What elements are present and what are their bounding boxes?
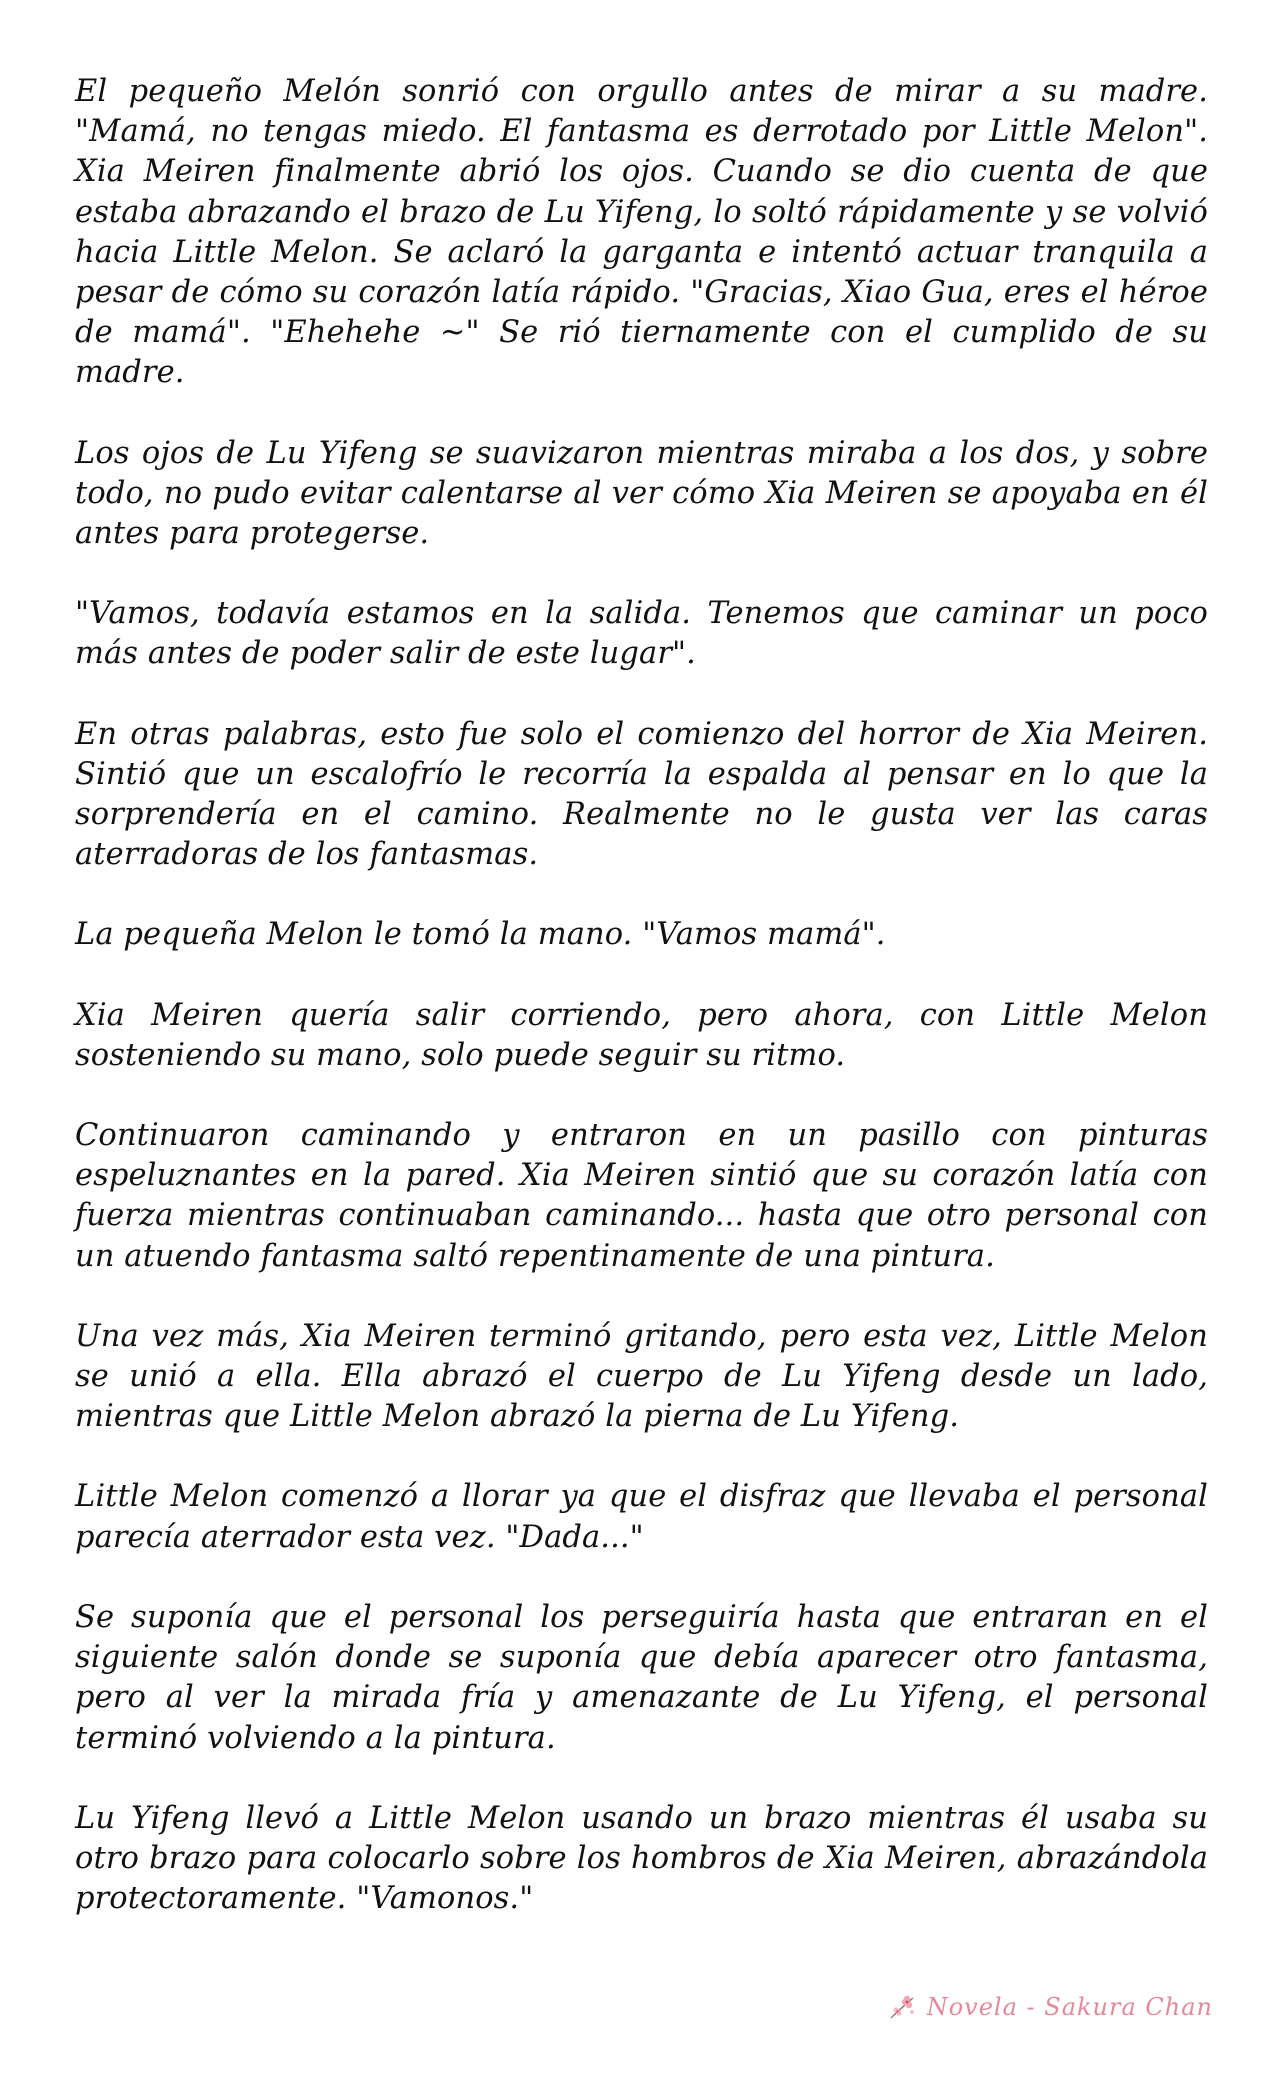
watermark-text: Novela - Sakura Chan (926, 1993, 1213, 2021)
paragraph-10: Se suponía que el personal los perseguiría hasta que entraran en el siguiente salón donde se suponía que debía aparecer otro fantasma, pero al ver la mirada fría y amenazante de Lu Yifeng, el personal terminó volviendo a la pintura. (75, 1599, 1208, 1756)
cherry-blossom-icon (887, 1992, 917, 2022)
document-body (75, 72, 1208, 1959)
paragraph-9: Little Melon comenzó a llorar ya que el disfraz que llevaba el personal parecía aterrador esta vez. "Dada..." (75, 1479, 1208, 1555)
paragraph-8: Una vez más, Xia Meiren terminó gritando, pero esta vez, Little Melon se unió a ella. Ella abrazó el cuerpo de Lu Yifeng desde un lado, mientras que Little Melon abrazó la pierna de Lu Yifeng. (75, 1318, 1208, 1435)
paragraph-2: Los ojos de Lu Yifeng se suavizaron mientras miraba a los dos, y sobre todo, no pudo evitar calentarse al ver cómo Xia Meiren se apoyaba en él antes para protegerse. (75, 435, 1208, 552)
paragraph-3: "Vamos, todavía estamos en la salida. Tenemos que caminar un poco más antes de poder salir de este lugar". (75, 596, 1208, 672)
paragraph-1: El pequeño Melón sonrió con orgullo antes de mirar a su madre. "Mamá, no tengas miedo. El fantasma es derrotado por Little Melon". Xia Meiren finalmente abrió los ojos. Cuando se dio cuenta de que estaba abrazando el brazo de Lu Yifeng, lo soltó rápidamente y se volvió hacia Little Melon. Se aclaró la garganta e intentó actuar tranquila a pesar de cómo su corazón latía rápido. "Gracias, Xiao Gua, eres el héroe de mamá". "Ehehehe ~" Se rió tiernamente con el cumplido de su madre. (75, 74, 1208, 391)
paragraph-5: La pequeña Melon le tomó la mano. "Vamos mamá". (75, 917, 886, 953)
paragraph-6: Xia Meiren quería salir corriendo, pero ahora, con Little Melon sosteniendo su mano, solo puede seguir su ritmo. (75, 997, 1208, 1073)
paragraph-11: Lu Yifeng llevó a Little Melon usando un brazo mientras él usaba su otro brazo para colocarlo sobre los hombros de Xia Meiren, abrazándola protectoramente. "Vamonos." (75, 1800, 1208, 1917)
watermark (887, 1992, 1213, 2022)
paragraph-7: Continuaron caminando y entraron en un pasillo con pinturas espeluznantes en la pared. Xia Meiren sintió que su corazón latía con fuerza mientras continuaban caminando... hasta que otro personal con un atuendo fantasma saltó repentinamente de una pintura. (75, 1118, 1208, 1274)
paragraph-4: En otras palabras, esto fue solo el comienzo del horror de Xia Meiren. Sintió que un escalofrío le recorría la espalda al pensar en lo que la sorprendería en el camino. Realmente no le gusta ver las caras aterradoras de los fantasmas. (75, 716, 1208, 873)
